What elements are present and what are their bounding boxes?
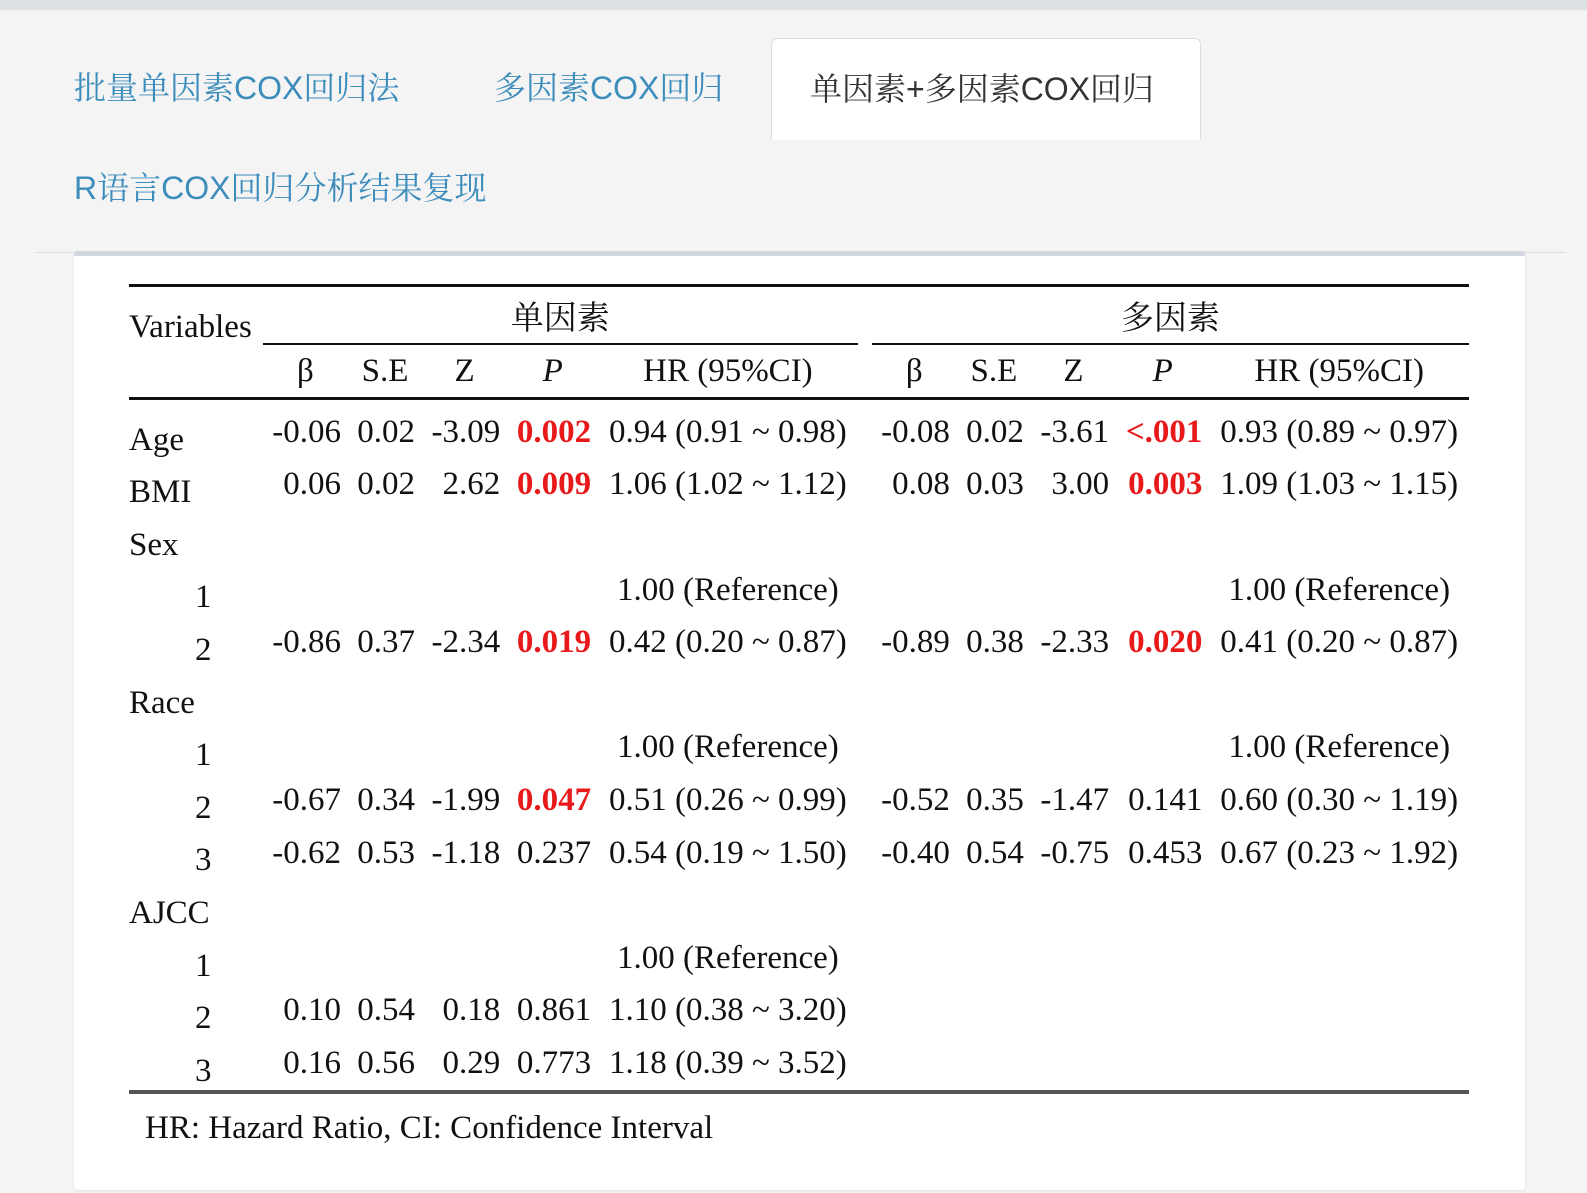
beta-uni-cell: -0.62	[272, 834, 342, 871]
col-se-uni: S.E	[361, 352, 409, 389]
table-row	[129, 879, 1469, 932]
beta-uni-cell	[263, 879, 348, 932]
z-uni-cell: -3.09	[431, 413, 501, 450]
beta-multi-cell: -0.52	[881, 781, 950, 818]
hr-multi-cell	[1209, 879, 1469, 932]
z-uni-cell: -1.99	[431, 781, 501, 818]
p-uni-cell	[507, 511, 598, 564]
p-uni-cell	[507, 564, 598, 617]
z-uni-cell	[422, 722, 507, 775]
p-uni-cell: 0.019	[516, 624, 592, 661]
p-multi-cell	[1116, 932, 1209, 985]
z-multi-cell: -1.47	[1040, 781, 1110, 818]
z-uni-cell: -1.18	[431, 834, 501, 871]
z-multi-cell	[1031, 564, 1116, 617]
se-multi-cell: 0.38	[966, 624, 1024, 661]
se-multi-cell: 0.02	[966, 413, 1024, 450]
se-multi-cell	[957, 932, 1031, 985]
p-uni-cell	[507, 879, 598, 932]
p-multi-cell: 0.453	[1128, 834, 1203, 871]
se-uni-cell: 0.56	[348, 1037, 422, 1092]
hr-multi-cell: 1.00 (Reference)	[1228, 729, 1451, 766]
z-multi-cell: 3.00	[1051, 466, 1110, 503]
hr-uni-cell	[598, 879, 858, 932]
p-uni-cell: 0.773	[507, 1037, 598, 1092]
top-bar	[0, 0, 1587, 10]
p-multi-cell	[1116, 722, 1209, 775]
beta-uni-cell: -0.67	[272, 781, 342, 818]
z-multi-cell	[1031, 932, 1116, 985]
se-uni-cell	[348, 879, 422, 932]
hr-multi-cell: 0.93 (0.89 ~ 0.97)	[1220, 413, 1459, 450]
z-multi-cell: -0.75	[1040, 834, 1110, 871]
level-label: 1	[195, 737, 212, 774]
table-row	[129, 985, 1469, 1038]
table-row	[129, 932, 1469, 985]
level-label: 1	[195, 579, 212, 616]
cox-regression-table	[129, 284, 1469, 1094]
col-beta-uni: β	[296, 352, 314, 389]
se-uni-cell: 0.54	[357, 992, 415, 1029]
z-uni-cell	[422, 564, 507, 617]
p-multi-cell: <.001	[1125, 413, 1203, 450]
variable-label: BMI	[129, 474, 192, 511]
se-uni-cell: 0.02	[357, 413, 415, 450]
beta-multi-cell	[872, 1037, 957, 1092]
se-multi-cell: 0.35	[966, 781, 1024, 818]
p-uni-cell: 0.237	[516, 834, 592, 871]
variables-header: Variables	[129, 286, 263, 399]
beta-uni-cell	[263, 932, 348, 985]
table-row	[129, 827, 1469, 880]
table-row	[129, 459, 1469, 512]
hr-uni-cell: 1.06 (1.02 ~ 1.12)	[608, 466, 847, 503]
hr-multi-cell	[1209, 932, 1469, 985]
beta-multi-cell	[872, 879, 957, 932]
beta-multi-cell: -0.40	[881, 834, 950, 871]
p-multi-cell	[1116, 985, 1209, 1038]
hr-multi-cell: 0.41 (0.20 ~ 0.87)	[1220, 624, 1459, 661]
z-uni-cell: 2.62	[442, 466, 501, 503]
p-multi-cell	[1116, 669, 1209, 722]
beta-uni-cell	[263, 511, 348, 564]
table-row	[129, 722, 1469, 775]
tab-nav	[36, 38, 1566, 253]
se-multi-cell	[957, 1037, 1031, 1092]
z-uni-cell	[422, 932, 507, 985]
z-multi-cell	[1031, 985, 1116, 1038]
tab-batch-univariate-cox[interactable]: 批量单因素COX回归法	[74, 70, 400, 106]
beta-uni-cell: -0.86	[272, 624, 342, 661]
tab-uni-multi-cox[interactable]: 单因素+多因素COX回归	[771, 38, 1201, 140]
table-footnote: HR: Hazard Ratio, CI: Confidence Interval	[145, 1109, 714, 1146]
app-container	[6, 10, 1587, 1193]
z-uni-cell	[422, 511, 507, 564]
se-uni-cell: 0.34	[357, 781, 415, 818]
z-multi-cell: -3.61	[1040, 413, 1110, 450]
beta-multi-cell: 0.08	[892, 466, 950, 503]
level-label: 3	[195, 842, 212, 879]
beta-uni-cell: 0.06	[283, 466, 342, 503]
hr-uni-cell: 0.42 (0.20 ~ 0.87)	[608, 624, 847, 661]
p-multi-cell	[1116, 564, 1209, 617]
beta-uni-cell: 0.10	[283, 992, 342, 1029]
variable-label: Age	[129, 421, 184, 458]
hr-uni-cell: 1.18 (0.39 ~ 3.52)	[598, 1037, 858, 1092]
hr-multi-cell: 0.60 (0.30 ~ 1.19)	[1220, 781, 1459, 818]
col-p-uni: P	[542, 352, 563, 389]
hr-uni-cell: 0.51 (0.26 ~ 0.99)	[608, 781, 847, 818]
tab-r-cox-reproduction[interactable]: R语言COX回归分析结果复现	[74, 170, 487, 206]
level-label: 3	[129, 1037, 263, 1092]
se-multi-cell	[957, 564, 1031, 617]
se-uni-cell	[348, 511, 422, 564]
z-multi-cell: -2.33	[1040, 624, 1110, 661]
col-p-multi: P	[1152, 352, 1173, 389]
z-uni-cell: 0.18	[442, 992, 501, 1029]
z-multi-cell	[1031, 511, 1116, 564]
variable-label: Race	[129, 684, 195, 721]
se-multi-cell	[957, 511, 1031, 564]
se-uni-cell	[348, 669, 422, 722]
result-panel	[74, 251, 1525, 1190]
hr-multi-cell	[1209, 511, 1469, 564]
beta-multi-cell	[872, 932, 957, 985]
level-label: 2	[195, 631, 212, 668]
z-uni-cell	[422, 669, 507, 722]
beta-multi-cell: -0.89	[881, 624, 950, 661]
beta-uni-cell	[263, 564, 348, 617]
table-row	[129, 774, 1469, 827]
p-uni-cell: 0.047	[516, 781, 592, 818]
se-uni-cell	[348, 564, 422, 617]
hr-uni-cell: 1.00 (Reference)	[617, 939, 839, 976]
hr-multi-cell	[1209, 1037, 1469, 1092]
tab-multivariate-cox[interactable]: 多因素COX回归	[494, 70, 724, 106]
level-label: 1	[195, 947, 212, 984]
z-multi-cell	[1031, 879, 1116, 932]
se-uni-cell: 0.37	[357, 624, 415, 661]
p-uni-cell: 0.002	[516, 413, 592, 450]
p-uni-cell: 0.009	[516, 466, 592, 503]
beta-uni-cell	[263, 722, 348, 775]
se-uni-cell: 0.02	[357, 466, 415, 503]
beta-multi-cell	[872, 669, 957, 722]
z-uni-cell	[422, 879, 507, 932]
table-row	[129, 669, 1469, 722]
variable-label: Sex	[129, 526, 179, 563]
se-multi-cell	[957, 879, 1031, 932]
univariate-group-header: 单因素	[263, 286, 858, 345]
hr-uni-cell: 1.00 (Reference)	[617, 571, 839, 608]
p-multi-cell: 0.141	[1128, 781, 1203, 818]
p-multi-cell: 0.020	[1128, 624, 1203, 661]
hr-uni-cell: 1.00 (Reference)	[617, 729, 839, 766]
variable-label: AJCC	[129, 894, 210, 931]
hr-uni-cell	[598, 511, 858, 564]
se-uni-cell	[348, 722, 422, 775]
beta-multi-cell	[872, 722, 957, 775]
table-row	[129, 564, 1469, 617]
table-row	[129, 511, 1469, 564]
hr-multi-cell	[1209, 985, 1469, 1038]
z-multi-cell	[1031, 1037, 1116, 1092]
hr-multi-cell	[1209, 669, 1469, 722]
table-body	[129, 399, 1469, 1092]
level-label: 2	[195, 1000, 212, 1037]
p-uni-cell	[507, 669, 598, 722]
cox-table-wrapper	[129, 284, 1469, 1147]
hr-uni-cell: 0.94 (0.91 ~ 0.98)	[608, 413, 847, 450]
z-multi-cell	[1031, 669, 1116, 722]
p-multi-cell	[1116, 511, 1209, 564]
se-multi-cell	[957, 722, 1031, 775]
beta-uni-cell: 0.16	[263, 1037, 348, 1092]
beta-uni-cell: -0.06	[272, 413, 342, 450]
col-beta-multi: β	[905, 352, 923, 389]
p-uni-cell	[507, 722, 598, 775]
beta-multi-cell: -0.08	[881, 413, 950, 450]
p-multi-cell	[1116, 879, 1209, 932]
z-multi-cell	[1031, 722, 1116, 775]
p-uni-cell	[507, 932, 598, 985]
col-z-multi: Z	[1063, 352, 1084, 389]
col-hr-uni: HR (95%CI)	[643, 352, 813, 389]
se-multi-cell	[957, 985, 1031, 1038]
col-se-multi: S.E	[970, 352, 1018, 389]
se-uni-cell: 0.53	[357, 834, 415, 871]
se-multi-cell	[957, 669, 1031, 722]
z-uni-cell: -2.34	[431, 624, 501, 661]
p-multi-cell	[1116, 1037, 1209, 1092]
hr-multi-cell: 1.09 (1.03 ~ 1.15)	[1220, 466, 1459, 503]
table-row	[129, 616, 1469, 669]
hr-uni-cell	[598, 669, 858, 722]
z-uni-cell: 0.29	[422, 1037, 507, 1092]
hr-multi-cell: 0.67 (0.23 ~ 1.92)	[1220, 834, 1459, 871]
hr-uni-cell: 0.54 (0.19 ~ 1.50)	[608, 834, 847, 871]
se-multi-cell: 0.03	[966, 466, 1024, 503]
table-row	[129, 1037, 1469, 1092]
beta-multi-cell	[872, 511, 957, 564]
se-multi-cell: 0.54	[966, 834, 1024, 871]
col-hr-multi: HR (95%CI)	[1254, 352, 1424, 389]
hr-multi-cell: 1.00 (Reference)	[1228, 571, 1451, 608]
p-multi-cell: 0.003	[1128, 466, 1203, 503]
se-uni-cell	[348, 932, 422, 985]
p-uni-cell: 0.861	[516, 992, 592, 1029]
beta-uni-cell	[263, 669, 348, 722]
col-z-uni: Z	[454, 352, 475, 389]
multivariate-group-header: 多因素	[872, 286, 1469, 345]
table-row	[129, 399, 1469, 459]
level-label: 2	[195, 789, 212, 826]
hr-uni-cell: 1.10 (0.38 ~ 3.20)	[608, 992, 847, 1029]
beta-multi-cell	[872, 564, 957, 617]
beta-multi-cell	[872, 985, 957, 1038]
